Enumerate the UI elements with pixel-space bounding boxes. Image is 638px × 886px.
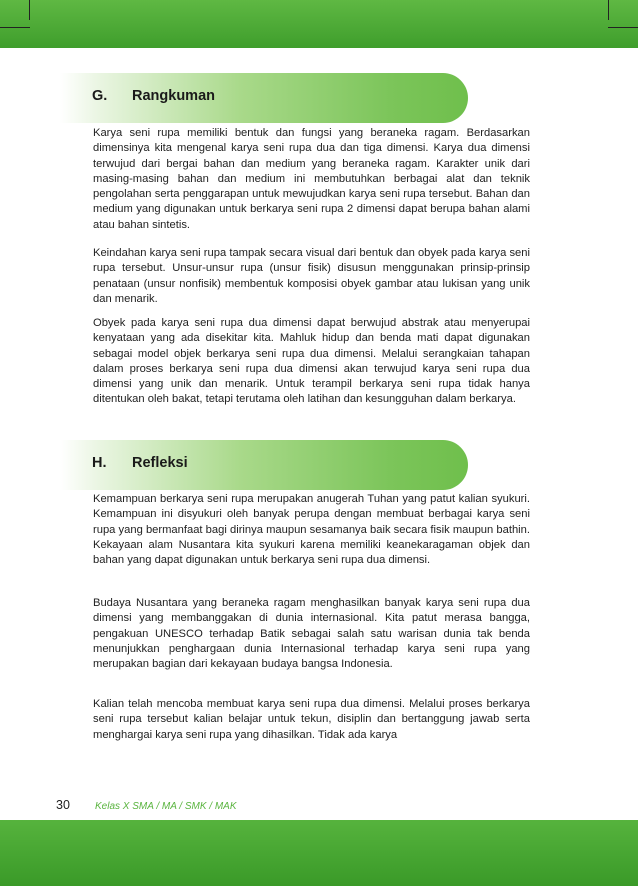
paragraph: Keindahan karya seni rupa tampak secara visual dari bentuk dan obyek pada karya seni rupa tersebut. Unsur-unsur rupa (unsur fisik) disusun menggunakan prinsip-prinsip penataan (unsur nonfisik) membentuk komposisi obyek gambar atau lukisan yang unik dan menarik. <box>93 247 530 305</box>
paragraph: Kalian telah mencoba membuat karya seni rupa dua dimensi. Melalui proses berkarya seni rupa tersebut kalian belajar untuk tekun, disiplin dan bertanggung jawab serta menghargai karya seni rupa yang dihasilkan. Tidak ada karya <box>93 698 530 741</box>
top-green-band <box>0 0 638 48</box>
section-title: Rangkuman <box>132 88 215 104</box>
paragraph: Karya seni rupa memiliki bentuk dan fungsi yang beraneka ragam. Berdasarkan dimensinya kita mengenal karya seni rupa dua dan tiga dimensi. Karya dua dimensi terwujud dari bergai bahan dan medium yang beraneka ragam. Karakter unik dari masing-masing bahan dan medium ini membutuhkan berbagai alat dan teknik pengolahan serta penggarapan untuk mewujudkan karya seni rupa tersebut. Bahan dan medium yang digunakan untuk berkarya seni rupa 2 dimensi dapat berupa bahan alami atau bahan sintetis. <box>93 127 530 231</box>
crop-mark <box>608 27 638 28</box>
paragraph: Kemampuan berkarya seni rupa merupakan anugerah Tuhan yang patut kalian syukuri. Kemampuan ini disyukuri oleh banyak perupa dengan membuat berbagai karya seni rupa yang bermanfaat bagi dirinya maupun sesamanya baik secara fisik maupun bathin. Kekayaan alam Nusantara kita syukuri karena memiliki keanekaragaman objek dan bahan yang dapat digunakan untuk berkarya seni rupa dua dimensi. <box>93 493 530 567</box>
crop-mark <box>608 0 609 20</box>
paragraph: Budaya Nusantara yang beraneka ragam menghasilkan banyak karya seni rupa dua dimensi yang membanggakan di dunia internasional. Kita patut merasa bangga, pengakuan UNESCO terhadap Batik sebagai salah satu warisan dunia tak benda menunjukkan penghargaan dunia Internasional terhadap karya seni rupa yang merupakan bagian dari kekayaan budaya bangsa Indonesia. <box>93 597 530 671</box>
paragraph: Obyek pada karya seni rupa dua dimensi dapat berwujud abstrak atau menyerupai kenyataan yang ada disekitar kita. Mahluk hidup dan benda mati dapat digunakan sebagai model objek berkarya seni rupa dua dimensi. Melalui serangkaian tahapan dalam proses berkarya seni rupa dua dimensi akan terwujud karya seni rupa dua dimensi yang unik dan menarik. Untuk terampil berkarya seni rupa tidak hanya ditentukan oleh bakat, tetapi terutama oleh latihan dan kesungguhan dalam berkarya. <box>93 317 530 406</box>
page-number: 30 <box>56 798 70 812</box>
book-title: Kelas X SMA / MA / SMK / MAK <box>95 801 237 812</box>
crop-mark <box>29 0 30 20</box>
bottom-green-band <box>0 820 638 886</box>
section-title: Refleksi <box>132 455 188 471</box>
section-letter: H. <box>92 455 107 471</box>
crop-mark <box>0 27 30 28</box>
section-letter: G. <box>92 88 108 104</box>
section-heading-rangkuman <box>60 73 468 123</box>
section-heading-refleksi <box>60 440 468 490</box>
